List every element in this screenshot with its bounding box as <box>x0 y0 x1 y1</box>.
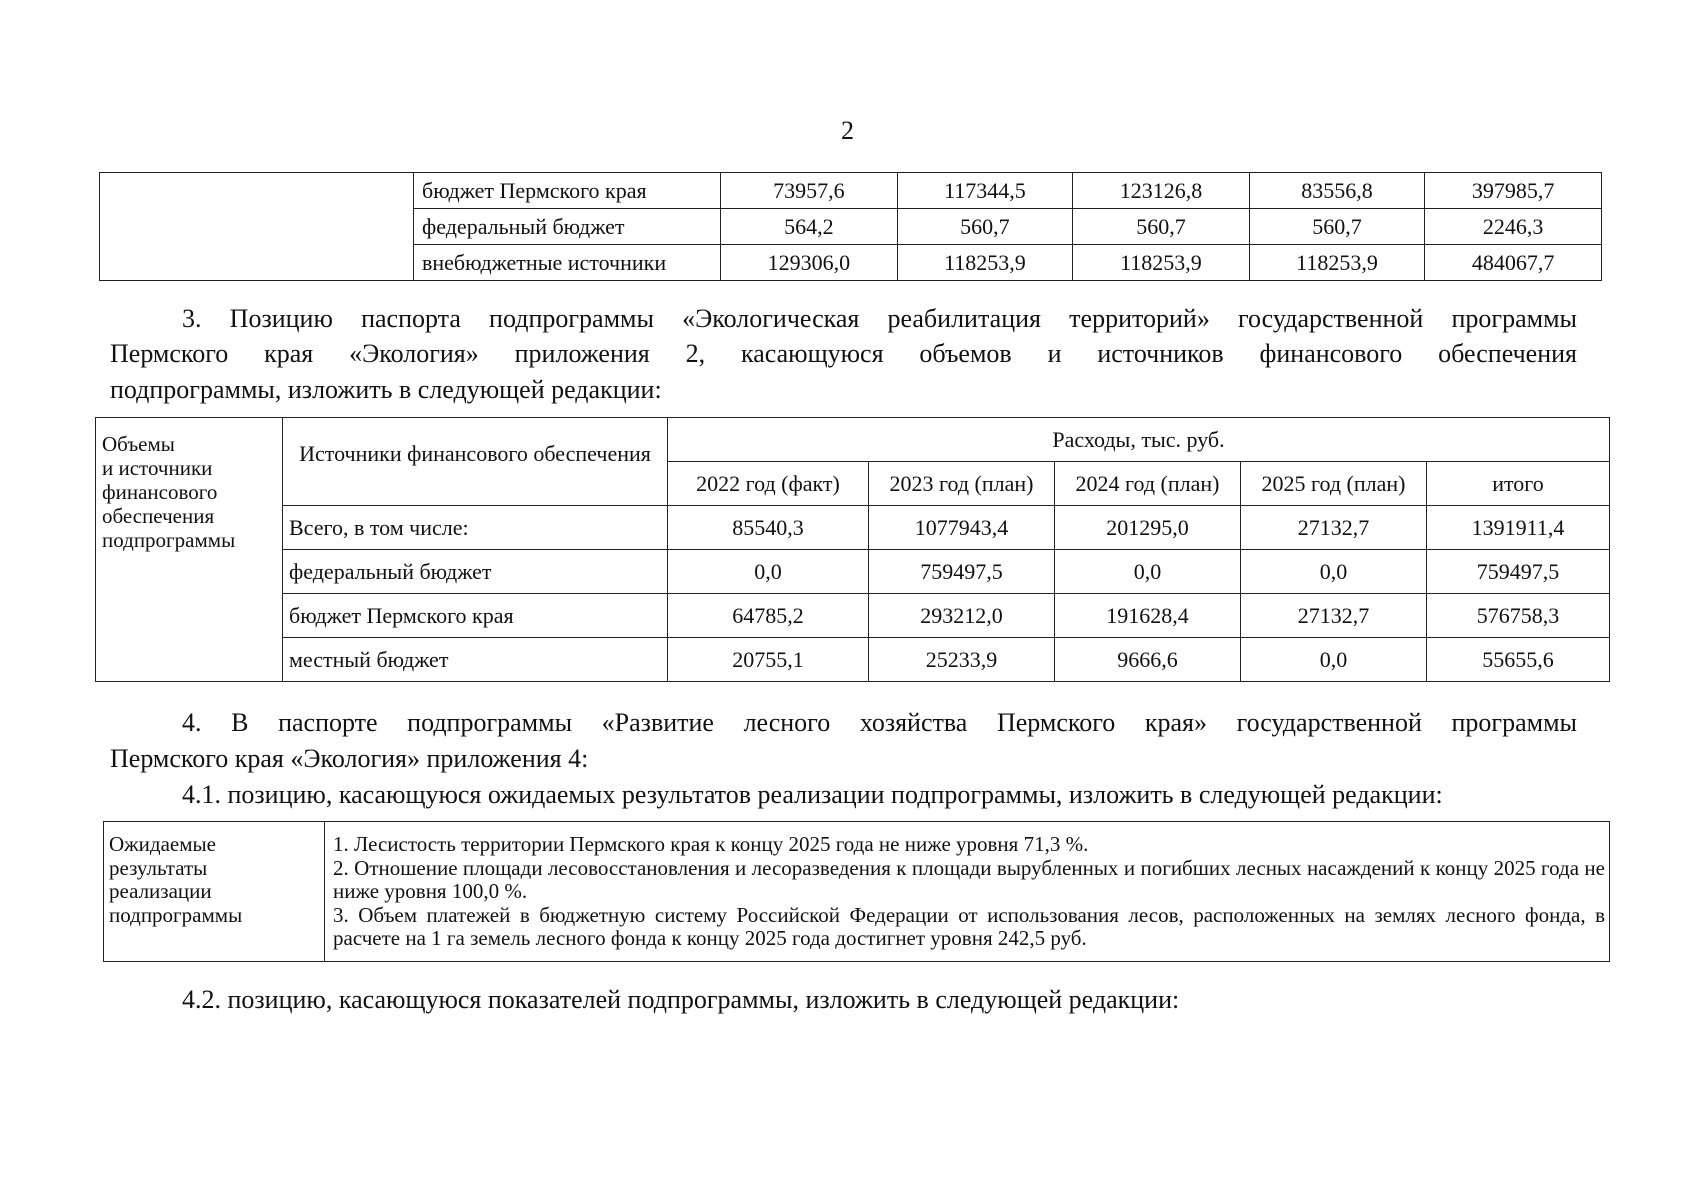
row-label-line: и источники <box>102 456 213 480</box>
table-header-row <box>96 418 1610 462</box>
source-cell: Всего, в том числе: <box>283 506 668 550</box>
year-header: 2024 год (план) <box>1055 462 1241 506</box>
empty-cell <box>100 173 414 281</box>
table-row <box>96 638 1610 682</box>
value-cell: 73957,6 <box>721 173 898 209</box>
value-cell: 191628,4 <box>1055 594 1241 638</box>
expected-results-table <box>103 821 1610 962</box>
sources-header: Источники финансового обеспечения <box>283 418 668 506</box>
value-cell: 123126,8 <box>1073 173 1250 209</box>
result-item: 2. Отношение площади лесовосстановления и лесоразведения к площади вырубленных и погибших лесных насаждений к концу 2025 года не ниже уровня 100,0 %. <box>333 855 1605 903</box>
value-cell: 0,0 <box>1241 638 1427 682</box>
value-cell: 64785,2 <box>668 594 869 638</box>
row-label-cell <box>96 418 283 682</box>
table-row <box>104 822 1610 962</box>
table-row <box>96 594 1610 638</box>
value-cell: 117344,5 <box>897 173 1072 209</box>
source-cell: федеральный бюджет <box>414 209 721 245</box>
value-cell: 293212,0 <box>869 594 1055 638</box>
value-cell: 759497,5 <box>1427 550 1610 594</box>
value-cell: 20755,1 <box>668 638 869 682</box>
value-cell: 397985,7 <box>1425 173 1602 209</box>
value-cell: 0,0 <box>1241 550 1427 594</box>
value-cell: 564,2 <box>721 209 898 245</box>
row-label-line: Объемы <box>102 432 175 456</box>
row-label-line: обеспечения <box>102 504 215 528</box>
table-row <box>100 173 1602 209</box>
year-header: 2023 год (план) <box>869 462 1055 506</box>
value-cell: 83556,8 <box>1249 173 1424 209</box>
value-cell: 129306,0 <box>721 245 898 281</box>
paragraph-4-line-2: Пермского края «Экология» приложения 4: <box>110 744 589 773</box>
source-cell: бюджет Пермского края <box>283 594 668 638</box>
year-header: 2025 год (план) <box>1241 462 1427 506</box>
row-label-line: результаты <box>109 855 208 880</box>
total-header: итого <box>1427 462 1610 506</box>
value-cell: 25233,9 <box>869 638 1055 682</box>
source-cell: местный бюджет <box>283 638 668 682</box>
paragraph-4-line-1: 4. В паспорте подпрограммы «Развитие лесного хозяйства Пермского края» государственной программы <box>182 708 1577 737</box>
value-cell: 484067,7 <box>1425 245 1602 281</box>
year-header: 2022 год (факт) <box>668 462 869 506</box>
paragraph-3-line-3: подпрограммы, изложить в следующей редакции: <box>110 375 662 404</box>
result-item: 3. Объем платежей в бюджетную систему Российской Федерации от использования лесов, расположенных на землях лесного фонда, в расчете на 1 га земель лесного фонда к концу 2025 года достигнет уровня 242,5 руб. <box>333 902 1605 950</box>
table-row <box>96 550 1610 594</box>
row-label-line: подпрограммы <box>102 528 236 552</box>
source-cell: бюджет Пермского края <box>414 173 721 209</box>
value-cell: 85540,3 <box>668 506 869 550</box>
result-item: 1. Лесистость территории Пермского края к концу 2025 года не ниже уровня 71,3 %. <box>333 832 1089 856</box>
row-label-cell <box>104 822 325 962</box>
page-number: 2 <box>841 116 854 145</box>
value-cell: 2246,3 <box>1425 209 1602 245</box>
value-cell: 1391911,4 <box>1427 506 1610 550</box>
row-label-line: Ожидаемые <box>109 832 216 856</box>
expected-results-cell <box>325 822 1610 962</box>
value-cell: 0,0 <box>668 550 869 594</box>
paragraph-3-line-2: Пермского края «Экология» приложения 2, касающуюся объемов и источников финансового обеспечения <box>110 339 1577 368</box>
value-cell: 560,7 <box>1249 209 1424 245</box>
value-cell: 201295,0 <box>1055 506 1241 550</box>
value-cell: 27132,7 <box>1241 506 1427 550</box>
value-cell: 27132,7 <box>1241 594 1427 638</box>
row-label-line: реализации <box>109 879 212 903</box>
expenses-header: Расходы, тыс. руб. <box>668 418 1610 462</box>
value-cell: 576758,3 <box>1427 594 1610 638</box>
value-cell: 759497,5 <box>869 550 1055 594</box>
value-cell: 9666,6 <box>1055 638 1241 682</box>
funding-table-continuation <box>99 172 1602 281</box>
source-cell: внебюджетные источники <box>414 245 721 281</box>
paragraph-4-2: 4.2. позицию, касающуюся показателей подпрограммы, изложить в следующей редакции: <box>182 985 1180 1014</box>
value-cell: 118253,9 <box>1073 245 1250 281</box>
table-row <box>96 506 1610 550</box>
paragraph-4-1: 4.1. позицию, касающуюся ожидаемых результатов реализации подпрограммы, изложить в следующей редакции: <box>182 780 1443 809</box>
row-label-line: подпрограммы <box>109 902 243 927</box>
value-cell: 55655,6 <box>1427 638 1610 682</box>
subprogram-funding-table <box>95 417 1610 682</box>
paragraph-3-line-1: 3. Позицию паспорта подпрограммы «Экологическая реабилитация территорий» государственной программы <box>182 304 1577 333</box>
value-cell: 560,7 <box>897 209 1072 245</box>
value-cell: 0,0 <box>1055 550 1241 594</box>
value-cell: 118253,9 <box>1249 245 1424 281</box>
value-cell: 118253,9 <box>897 245 1072 281</box>
source-cell: федеральный бюджет <box>283 550 668 594</box>
row-label-line: финансового <box>102 480 218 504</box>
value-cell: 1077943,4 <box>869 506 1055 550</box>
value-cell: 560,7 <box>1073 209 1250 245</box>
